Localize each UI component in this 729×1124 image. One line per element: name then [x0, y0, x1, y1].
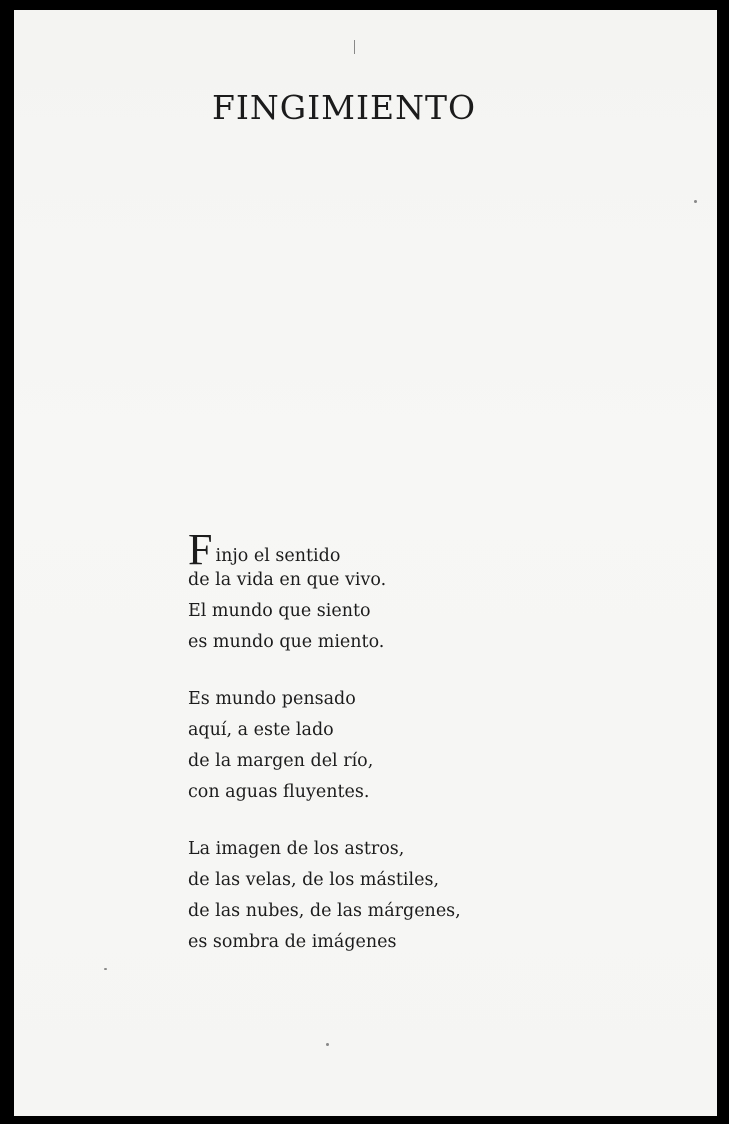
poem-line: La imagen de los astros,	[188, 839, 405, 859]
poem-line: de la vida en que vivo.	[188, 570, 387, 590]
paper-speck	[694, 200, 697, 203]
stanza-2	[188, 684, 608, 808]
book-page	[14, 10, 717, 1116]
poem-line: aquí, a este lado	[188, 720, 334, 740]
poem-line: es mundo que miento.	[188, 632, 385, 652]
poem-line: de la margen del río,	[188, 751, 374, 771]
paper-speck	[354, 40, 355, 54]
poem-line: con aguas fluyentes.	[188, 782, 370, 802]
poem-line: es sombra de imágenes	[188, 932, 397, 952]
poem-line	[188, 525, 608, 574]
stanza-1	[188, 525, 608, 658]
poem-line: Es mundo pensado	[188, 689, 356, 709]
paper-speck	[104, 968, 107, 970]
stanza-3	[188, 834, 608, 958]
poem-title: FINGIMIENTO	[211, 88, 477, 127]
poem-line: de las nubes, de las márgenes,	[188, 901, 461, 921]
poem-body	[188, 525, 608, 984]
drop-capital: F	[188, 525, 213, 574]
poem-line: de las velas, de los mástiles,	[188, 870, 440, 890]
poem-line: El mundo que siento	[188, 601, 371, 621]
first-line-text: injo el sentido	[215, 546, 341, 566]
paper-speck	[326, 1043, 329, 1046]
